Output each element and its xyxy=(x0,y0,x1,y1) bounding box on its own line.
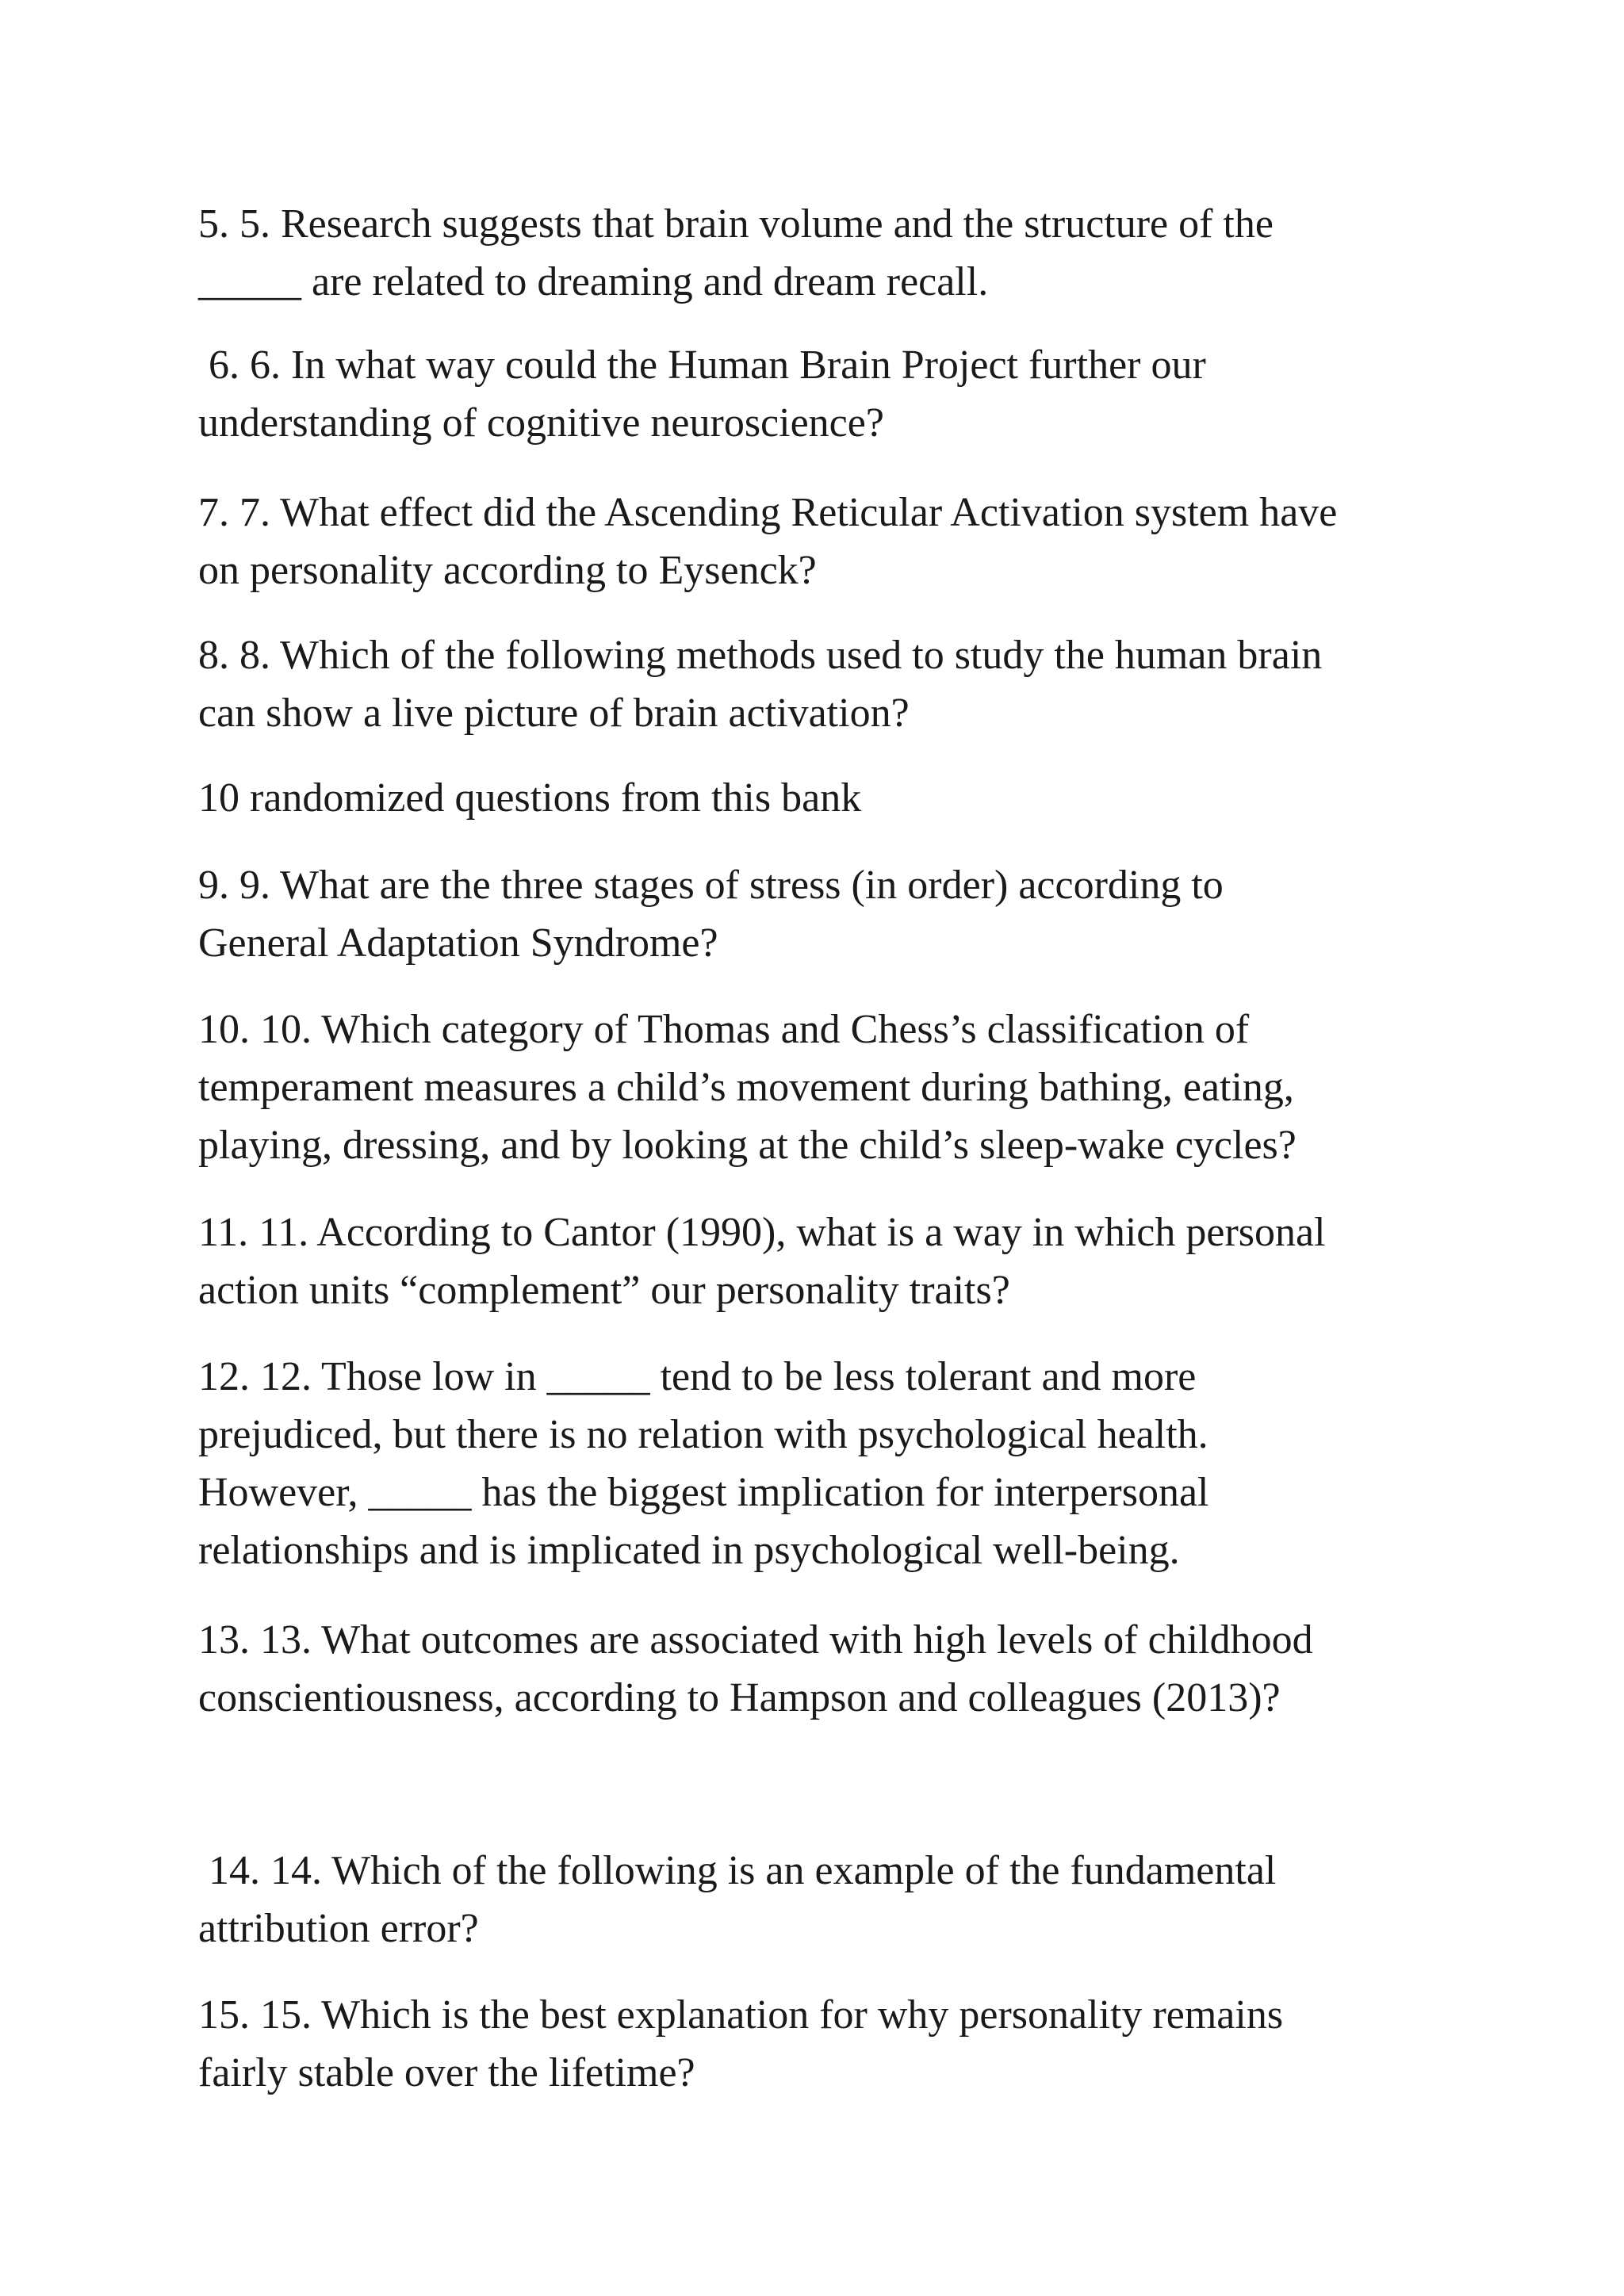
question-11 xyxy=(198,1203,1507,1319)
question-5 xyxy=(198,195,1507,311)
question-7-line-2: on personality according to Eysenck? xyxy=(198,548,817,593)
question-14 xyxy=(198,1842,1507,1957)
bank-note-line: 10 randomized questions from this bank xyxy=(198,775,862,821)
question-15-line-1: 15. 15. Which is the best explanation for why personality remains xyxy=(198,1992,1284,2038)
question-14-line-2: attribution error? xyxy=(198,1906,479,1951)
question-12-line-2: prejudiced, but there is no relation with psychological health. xyxy=(198,1412,1208,1457)
question-5-line-2: _____ are related to dreaming and dream recall. xyxy=(198,259,989,304)
question-12-line-1: 12. 12. Those low in _____ tend to be less tolerant and more xyxy=(198,1354,1197,1399)
question-12-line-4: relationships and is implicated in psychological well-being. xyxy=(198,1528,1180,1573)
question-13-line-2: conscientiousness, according to Hampson and colleagues (2013)? xyxy=(198,1675,1281,1720)
question-7 xyxy=(198,484,1507,599)
question-6-line-1: 6. 6. In what way could the Human Brain Project further our xyxy=(198,342,1206,388)
question-10-line-2: temperament measures a child’s movement during bathing, eating, xyxy=(198,1065,1294,1110)
question-8-line-2: can show a live picture of brain activation? xyxy=(198,691,910,736)
question-11-line-2: action units “complement” our personality traits? xyxy=(198,1268,1010,1313)
question-8-line-1: 8. 8. Which of the following methods used to study the human brain xyxy=(198,633,1323,678)
question-9 xyxy=(198,856,1507,972)
question-8 xyxy=(198,626,1507,742)
question-12-line-3: However, _____ has the biggest implication for interpersonal xyxy=(198,1470,1209,1515)
question-7-line-1: 7. 7. What effect did the Ascending Reticular Activation system have xyxy=(198,490,1338,535)
question-10-line-3: playing, dressing, and by looking at the child’s sleep-wake cycles? xyxy=(198,1123,1297,1168)
question-9-line-1: 9. 9. What are the three stages of stress (in order) according to xyxy=(198,863,1224,908)
question-13 xyxy=(198,1611,1507,1727)
question-10-line-1: 10. 10. Which category of Thomas and Chess’s classification of xyxy=(198,1007,1250,1052)
question-11-line-1: 11. 11. According to Cantor (1990), what is a way in which personal xyxy=(198,1210,1326,1255)
bank-note xyxy=(198,769,1507,827)
question-15 xyxy=(198,1986,1507,2102)
question-9-line-2: General Adaptation Syndrome? xyxy=(198,920,718,966)
question-13-line-1: 13. 13. What outcomes are associated with high levels of childhood xyxy=(198,1617,1313,1663)
question-12 xyxy=(198,1348,1507,1579)
question-15-line-2: fairly stable over the lifetime? xyxy=(198,2050,695,2095)
question-10 xyxy=(198,1001,1507,1174)
question-6-line-2: understanding of cognitive neuroscience? xyxy=(198,400,884,446)
question-14-line-1: 14. 14. Which of the following is an example of the fundamental xyxy=(198,1848,1277,1893)
question-6 xyxy=(198,336,1507,452)
question-5-line-1: 5. 5. Research suggests that brain volume and the structure of the xyxy=(198,201,1274,247)
